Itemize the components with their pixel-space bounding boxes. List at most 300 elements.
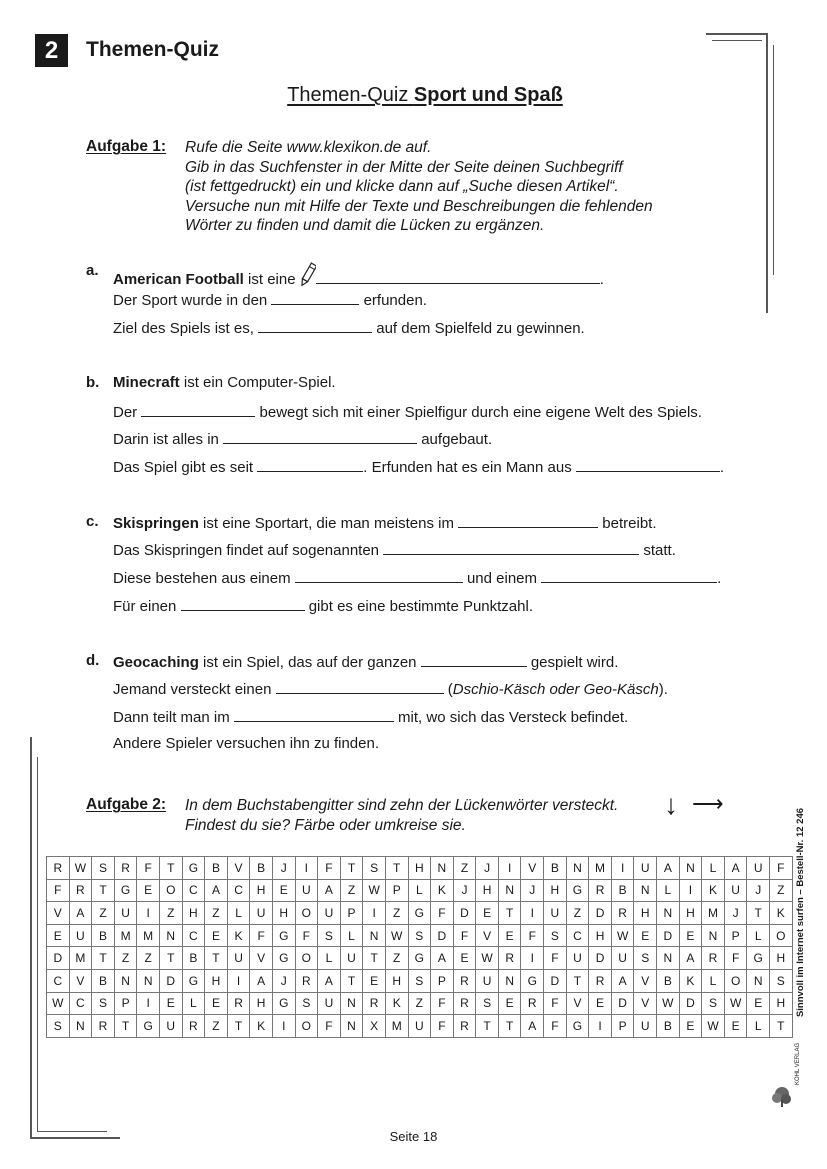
grid-cell[interactable]: L bbox=[702, 969, 725, 992]
grid-cell[interactable]: S bbox=[408, 924, 431, 947]
grid-cell[interactable]: I bbox=[589, 1015, 612, 1038]
grid-cell[interactable]: E bbox=[589, 992, 612, 1015]
grid-cell[interactable]: G bbox=[137, 1015, 160, 1038]
grid-cell[interactable]: A bbox=[250, 969, 273, 992]
grid-cell[interactable]: L bbox=[747, 924, 770, 947]
grid-cell[interactable]: K bbox=[227, 924, 250, 947]
grid-cell[interactable]: S bbox=[544, 924, 567, 947]
grid-cell[interactable]: U bbox=[634, 1015, 657, 1038]
grid-cell[interactable]: D bbox=[657, 924, 680, 947]
grid-cell[interactable]: U bbox=[476, 969, 499, 992]
grid-cell[interactable]: N bbox=[657, 947, 680, 970]
grid-cell[interactable]: U bbox=[295, 879, 318, 902]
grid-cell[interactable]: U bbox=[634, 857, 657, 880]
grid-cell[interactable]: I bbox=[521, 902, 544, 925]
grid-cell[interactable]: V bbox=[521, 857, 544, 880]
grid-cell[interactable]: I bbox=[679, 879, 702, 902]
term-american-football: American Football bbox=[113, 271, 244, 288]
grid-cell[interactable]: N bbox=[634, 879, 657, 902]
grid-cell[interactable]: P bbox=[114, 992, 137, 1015]
grid-cell[interactable]: Z bbox=[453, 857, 476, 880]
grid-cell[interactable]: M bbox=[114, 924, 137, 947]
grid-cell[interactable]: G bbox=[566, 1015, 589, 1038]
grid-cell[interactable]: N bbox=[363, 924, 386, 947]
grid-cell[interactable]: A bbox=[724, 857, 747, 880]
grid-cell[interactable]: R bbox=[69, 879, 92, 902]
answer-blank[interactable] bbox=[295, 568, 463, 583]
grid-cell[interactable]: F bbox=[521, 924, 544, 947]
answer-blank[interactable] bbox=[383, 540, 639, 555]
grid-cell[interactable]: E bbox=[47, 924, 70, 947]
grid-cell[interactable]: M bbox=[589, 857, 612, 880]
grid-cell[interactable]: Z bbox=[205, 1015, 228, 1038]
grid-cell[interactable]: F bbox=[47, 879, 70, 902]
section-c-line-1 bbox=[113, 513, 657, 532]
text: Das Spiel gibt es seit bbox=[113, 459, 258, 476]
grid-cell[interactable]: B bbox=[92, 969, 115, 992]
grid-cell[interactable]: F bbox=[431, 1015, 454, 1038]
publisher-name: KOHL VERLAG bbox=[795, 1042, 801, 1085]
grid-cell[interactable]: V bbox=[634, 969, 657, 992]
grid-cell[interactable]: W bbox=[363, 879, 386, 902]
grid-cell[interactable]: C bbox=[69, 992, 92, 1015]
grid-cell[interactable]: O bbox=[295, 1015, 318, 1038]
grid-cell[interactable]: A bbox=[657, 857, 680, 880]
grid-cell[interactable]: P bbox=[724, 924, 747, 947]
section-b-line-3 bbox=[113, 429, 492, 448]
grid-row bbox=[47, 1015, 793, 1038]
term-minecraft: Minecraft bbox=[113, 374, 180, 391]
section-c-line-3 bbox=[113, 568, 721, 587]
grid-cell[interactable]: R bbox=[589, 879, 612, 902]
grid-cell[interactable]: A bbox=[205, 879, 228, 902]
grid-cell[interactable]: M bbox=[137, 924, 160, 947]
section-c-line-2 bbox=[113, 540, 676, 559]
section-d-line-2 bbox=[113, 679, 668, 698]
text: erfunden. bbox=[359, 292, 427, 309]
grid-cell[interactable]: S bbox=[92, 857, 115, 880]
grid-cell[interactable]: J bbox=[476, 857, 499, 880]
grid-cell[interactable]: E bbox=[205, 992, 228, 1015]
grid-cell[interactable]: T bbox=[385, 857, 408, 880]
grid-cell[interactable]: L bbox=[408, 879, 431, 902]
grid-cell[interactable]: E bbox=[137, 879, 160, 902]
answer-blank[interactable] bbox=[234, 707, 394, 722]
grid-cell[interactable]: R bbox=[453, 1015, 476, 1038]
grid-cell[interactable]: W bbox=[385, 924, 408, 947]
grid-cell[interactable]: B bbox=[205, 857, 228, 880]
grid-cell[interactable]: T bbox=[227, 1015, 250, 1038]
grid-cell[interactable]: I bbox=[611, 857, 634, 880]
grid-cell[interactable]: U bbox=[566, 947, 589, 970]
grid-cell[interactable]: V bbox=[250, 947, 273, 970]
grid-cell[interactable]: S bbox=[318, 924, 341, 947]
grid-cell[interactable]: F bbox=[431, 992, 454, 1015]
grid-cell[interactable]: I bbox=[521, 947, 544, 970]
grid-cell[interactable]: T bbox=[92, 879, 115, 902]
answer-blank[interactable] bbox=[223, 429, 417, 444]
grid-cell[interactable]: U bbox=[544, 902, 567, 925]
grid-cell[interactable]: A bbox=[611, 969, 634, 992]
grid-cell[interactable]: N bbox=[498, 879, 521, 902]
grid-cell[interactable]: D bbox=[431, 924, 454, 947]
grid-cell[interactable]: F bbox=[724, 947, 747, 970]
grid-cell[interactable]: J bbox=[272, 857, 295, 880]
grid-cell[interactable]: I bbox=[137, 992, 160, 1015]
grid-cell[interactable]: L bbox=[340, 924, 363, 947]
grid-cell[interactable]: I bbox=[272, 1015, 295, 1038]
grid-cell[interactable]: W bbox=[476, 947, 499, 970]
grid-cell[interactable]: S bbox=[92, 992, 115, 1015]
grid-cell[interactable]: E bbox=[363, 969, 386, 992]
grid-cell[interactable]: Z bbox=[408, 992, 431, 1015]
grid-cell[interactable]: W bbox=[69, 857, 92, 880]
grid-cell[interactable]: K bbox=[679, 969, 702, 992]
grid-cell[interactable]: J bbox=[453, 879, 476, 902]
grid-cell[interactable]: G bbox=[408, 902, 431, 925]
grid-cell[interactable]: N bbox=[566, 857, 589, 880]
grid-cell[interactable]: F bbox=[318, 1015, 341, 1038]
grid-cell[interactable]: F bbox=[431, 902, 454, 925]
grid-cell[interactable]: I bbox=[295, 857, 318, 880]
answer-blank[interactable] bbox=[141, 402, 255, 417]
text: Das Skispringen findet auf sogenannten bbox=[113, 542, 384, 559]
grid-cell[interactable]: C bbox=[566, 924, 589, 947]
grid-cell[interactable]: F bbox=[318, 857, 341, 880]
grid-cell[interactable]: G bbox=[272, 947, 295, 970]
grid-cell[interactable]: U bbox=[227, 947, 250, 970]
grid-cell[interactable]: A bbox=[318, 879, 341, 902]
grid-cell[interactable]: G bbox=[272, 924, 295, 947]
grid-cell[interactable]: C bbox=[182, 879, 205, 902]
grid-cell[interactable]: N bbox=[679, 857, 702, 880]
grid-cell[interactable]: J bbox=[724, 902, 747, 925]
grid-cell[interactable]: G bbox=[408, 947, 431, 970]
answer-blank[interactable] bbox=[181, 596, 305, 611]
grid-cell[interactable]: B bbox=[250, 857, 273, 880]
grid-cell[interactable]: C bbox=[47, 969, 70, 992]
grid-cell[interactable]: H bbox=[589, 924, 612, 947]
grid-cell[interactable]: E bbox=[679, 924, 702, 947]
grid-cell[interactable]: Z bbox=[566, 902, 589, 925]
grid-cell[interactable]: T bbox=[566, 969, 589, 992]
grid-cell[interactable]: I bbox=[498, 857, 521, 880]
grid-cell[interactable]: H bbox=[544, 879, 567, 902]
term-geocaching: Geocaching bbox=[113, 654, 199, 671]
grid-cell[interactable]: Z bbox=[137, 947, 160, 970]
grid-cell[interactable]: H bbox=[250, 992, 273, 1015]
answer-blank[interactable] bbox=[541, 568, 717, 583]
grid-cell[interactable]: T bbox=[363, 947, 386, 970]
grid-cell[interactable]: N bbox=[431, 857, 454, 880]
answer-blank[interactable] bbox=[271, 290, 359, 305]
grid-cell[interactable]: U bbox=[159, 1015, 182, 1038]
grid-cell[interactable]: N bbox=[159, 924, 182, 947]
grid-cell[interactable]: O bbox=[770, 924, 793, 947]
grid-cell[interactable]: Z bbox=[385, 902, 408, 925]
grid-cell[interactable]: J bbox=[272, 969, 295, 992]
grid-cell[interactable]: E bbox=[634, 924, 657, 947]
grid-cell[interactable]: T bbox=[92, 947, 115, 970]
grid-cell[interactable]: F bbox=[295, 924, 318, 947]
grid-cell[interactable]: W bbox=[47, 992, 70, 1015]
grid-cell[interactable]: T bbox=[159, 947, 182, 970]
grid-cell[interactable]: E bbox=[453, 947, 476, 970]
grid-cell[interactable]: E bbox=[679, 1015, 702, 1038]
grid-cell[interactable]: H bbox=[679, 902, 702, 925]
grid-cell[interactable]: T bbox=[747, 902, 770, 925]
grid-cell[interactable]: N bbox=[340, 992, 363, 1015]
text: Darin ist alles in bbox=[113, 431, 224, 448]
grid-cell[interactable]: R bbox=[498, 947, 521, 970]
answer-blank[interactable] bbox=[276, 679, 444, 694]
grid-cell[interactable]: B bbox=[92, 924, 115, 947]
grid-cell[interactable]: N bbox=[114, 969, 137, 992]
grid-cell[interactable]: D bbox=[47, 947, 70, 970]
grid-cell[interactable]: T bbox=[114, 1015, 137, 1038]
grid-cell[interactable]: P bbox=[385, 879, 408, 902]
grid-cell[interactable]: H bbox=[385, 969, 408, 992]
grid-cell[interactable]: L bbox=[227, 902, 250, 925]
grid-cell[interactable]: C bbox=[227, 879, 250, 902]
grid-cell[interactable]: D bbox=[453, 902, 476, 925]
grid-cell[interactable]: U bbox=[408, 1015, 431, 1038]
grid-cell[interactable]: U bbox=[114, 902, 137, 925]
grid-cell[interactable]: L bbox=[182, 992, 205, 1015]
grid-cell[interactable]: V bbox=[47, 902, 70, 925]
grid-cell[interactable]: V bbox=[227, 857, 250, 880]
grid-cell[interactable]: W bbox=[724, 992, 747, 1015]
text: mit, wo sich das Versteck befindet. bbox=[393, 709, 629, 726]
grid-cell[interactable]: N bbox=[747, 969, 770, 992]
grid-cell[interactable]: V bbox=[566, 992, 589, 1015]
grid-cell[interactable]: W bbox=[611, 924, 634, 947]
grid-cell[interactable]: R bbox=[92, 1015, 115, 1038]
grid-cell[interactable]: N bbox=[702, 924, 725, 947]
grid-cell[interactable]: G bbox=[114, 879, 137, 902]
grid-cell[interactable]: D bbox=[589, 947, 612, 970]
grid-cell[interactable]: R bbox=[521, 992, 544, 1015]
grid-cell[interactable]: S bbox=[363, 857, 386, 880]
grid-cell[interactable]: P bbox=[431, 969, 454, 992]
grid-cell[interactable]: R bbox=[453, 969, 476, 992]
grid-cell[interactable]: H bbox=[770, 992, 793, 1015]
grid-cell[interactable]: F bbox=[544, 947, 567, 970]
grid-cell[interactable]: B bbox=[182, 947, 205, 970]
grid-cell[interactable]: J bbox=[747, 879, 770, 902]
grid-cell[interactable]: A bbox=[69, 902, 92, 925]
grid-cell[interactable]: U bbox=[724, 879, 747, 902]
grid-cell[interactable]: T bbox=[340, 969, 363, 992]
grid-cell[interactable]: S bbox=[295, 992, 318, 1015]
text: betreibt. bbox=[598, 515, 657, 532]
grid-cell[interactable]: B bbox=[611, 879, 634, 902]
grid-cell[interactable]: G bbox=[566, 879, 589, 902]
grid-cell[interactable]: Z bbox=[770, 879, 793, 902]
grid-cell[interactable]: R bbox=[227, 992, 250, 1015]
grid-cell[interactable]: P bbox=[340, 902, 363, 925]
section-a-line-2 bbox=[113, 290, 427, 309]
grid-cell[interactable]: B bbox=[657, 969, 680, 992]
grid-cell[interactable]: V bbox=[634, 992, 657, 1015]
answer-blank[interactable] bbox=[576, 457, 720, 472]
grid-cell[interactable]: H bbox=[205, 969, 228, 992]
grid-cell[interactable]: H bbox=[634, 902, 657, 925]
grid-cell[interactable]: T bbox=[476, 1015, 499, 1038]
grid-cell[interactable]: M bbox=[702, 902, 725, 925]
grid-cell[interactable]: Z bbox=[205, 902, 228, 925]
grid-cell[interactable]: R bbox=[589, 969, 612, 992]
grid-cell[interactable]: O bbox=[295, 947, 318, 970]
grid-cell[interactable]: H bbox=[408, 857, 431, 880]
grid-cell[interactable]: B bbox=[544, 857, 567, 880]
grid-cell[interactable]: I bbox=[363, 902, 386, 925]
grid-cell[interactable]: M bbox=[69, 947, 92, 970]
grid-cell[interactable]: V bbox=[476, 924, 499, 947]
grid-cell[interactable]: H bbox=[476, 879, 499, 902]
grid-cell[interactable]: D bbox=[589, 902, 612, 925]
grid-cell[interactable]: O bbox=[159, 879, 182, 902]
grid-cell[interactable]: E bbox=[498, 924, 521, 947]
answer-blank[interactable] bbox=[421, 652, 527, 667]
grid-cell[interactable]: E bbox=[205, 924, 228, 947]
grid-cell[interactable]: U bbox=[318, 902, 341, 925]
grid-cell[interactable]: E bbox=[747, 992, 770, 1015]
grid-cell[interactable]: U bbox=[250, 902, 273, 925]
grid-cell[interactable]: G bbox=[272, 992, 295, 1015]
grid-cell[interactable]: H bbox=[770, 947, 793, 970]
grid-cell[interactable]: V bbox=[69, 969, 92, 992]
grid-cell[interactable]: L bbox=[318, 947, 341, 970]
answer-blank[interactable] bbox=[258, 318, 372, 333]
grid-cell[interactable]: D bbox=[679, 992, 702, 1015]
text: . bbox=[599, 271, 604, 288]
grid-cell[interactable]: E bbox=[159, 992, 182, 1015]
grid-cell[interactable]: A bbox=[521, 1015, 544, 1038]
grid-cell[interactable]: G bbox=[747, 947, 770, 970]
grid-cell[interactable]: P bbox=[611, 1015, 634, 1038]
grid-cell[interactable]: B bbox=[657, 1015, 680, 1038]
grid-cell[interactable]: T bbox=[498, 902, 521, 925]
grid-cell[interactable]: N bbox=[340, 1015, 363, 1038]
grid-cell[interactable]: R bbox=[702, 947, 725, 970]
grid-cell[interactable]: X bbox=[363, 1015, 386, 1038]
grid-cell[interactable]: G bbox=[521, 969, 544, 992]
grid-cell[interactable]: S bbox=[47, 1015, 70, 1038]
grid-cell[interactable]: S bbox=[770, 969, 793, 992]
grid-cell[interactable]: Z bbox=[385, 947, 408, 970]
grid-cell[interactable]: D bbox=[544, 969, 567, 992]
grid-cell[interactable]: H bbox=[250, 879, 273, 902]
text: ). bbox=[658, 681, 668, 698]
grid-cell[interactable]: R bbox=[453, 992, 476, 1015]
grid-cell[interactable]: A bbox=[679, 947, 702, 970]
grid-cell[interactable]: A bbox=[318, 969, 341, 992]
answer-blank[interactable] bbox=[257, 457, 363, 472]
grid-cell[interactable]: L bbox=[702, 857, 725, 880]
grid-cell[interactable]: K bbox=[385, 992, 408, 1015]
grid-cell[interactable]: K bbox=[702, 879, 725, 902]
grid-cell[interactable]: D bbox=[611, 992, 634, 1015]
grid-cell[interactable]: K bbox=[431, 879, 454, 902]
grid-cell[interactable]: L bbox=[657, 879, 680, 902]
grid-cell[interactable]: K bbox=[770, 902, 793, 925]
grid-cell[interactable]: G bbox=[182, 969, 205, 992]
grid-cell[interactable]: E bbox=[724, 1015, 747, 1038]
grid-cell[interactable]: H bbox=[272, 902, 295, 925]
grid-cell[interactable]: F bbox=[250, 924, 273, 947]
grid-cell[interactable]: T bbox=[498, 1015, 521, 1038]
grid-cell[interactable]: E bbox=[476, 902, 499, 925]
grid-cell[interactable]: Z bbox=[159, 902, 182, 925]
grid-cell[interactable]: R bbox=[182, 1015, 205, 1038]
grid-cell[interactable]: R bbox=[363, 992, 386, 1015]
grid-cell[interactable]: Z bbox=[114, 947, 137, 970]
grid-cell[interactable]: O bbox=[724, 969, 747, 992]
grid-cell[interactable]: T bbox=[159, 857, 182, 880]
grid-cell[interactable]: R bbox=[47, 857, 70, 880]
grid-cell[interactable]: R bbox=[114, 857, 137, 880]
grid-cell[interactable]: F bbox=[544, 992, 567, 1015]
grid-cell[interactable]: U bbox=[340, 947, 363, 970]
grid-cell[interactable]: S bbox=[408, 969, 431, 992]
grid-cell[interactable]: T bbox=[340, 857, 363, 880]
grid-cell[interactable]: R bbox=[611, 902, 634, 925]
grid-cell[interactable]: F bbox=[453, 924, 476, 947]
grid-cell[interactable]: N bbox=[657, 902, 680, 925]
grid-cell[interactable]: F bbox=[770, 857, 793, 880]
grid-cell[interactable]: N bbox=[137, 969, 160, 992]
grid-cell[interactable]: U bbox=[747, 857, 770, 880]
grid-cell[interactable]: U bbox=[69, 924, 92, 947]
grid-cell[interactable]: W bbox=[702, 1015, 725, 1038]
grid-cell[interactable]: G bbox=[182, 857, 205, 880]
grid-cell[interactable]: U bbox=[318, 992, 341, 1015]
grid-cell[interactable]: K bbox=[250, 1015, 273, 1038]
grid-cell[interactable]: Z bbox=[92, 902, 115, 925]
grid-cell[interactable]: I bbox=[137, 902, 160, 925]
answer-blank[interactable] bbox=[458, 513, 598, 528]
order-info: Sinnvoll im Internet surfen – Bestell-Nr. 12 246 bbox=[795, 807, 806, 1018]
grid-cell[interactable]: F bbox=[137, 857, 160, 880]
grid-cell[interactable]: F bbox=[544, 1015, 567, 1038]
grid-cell[interactable]: C bbox=[182, 924, 205, 947]
grid-cell[interactable]: J bbox=[521, 879, 544, 902]
grid-cell[interactable]: S bbox=[476, 992, 499, 1015]
grid-cell[interactable]: S bbox=[702, 992, 725, 1015]
grid-cell[interactable]: A bbox=[431, 947, 454, 970]
grid-cell[interactable]: H bbox=[182, 902, 205, 925]
grid-cell[interactable]: N bbox=[69, 1015, 92, 1038]
grid-cell[interactable]: S bbox=[634, 947, 657, 970]
grid-cell[interactable]: T bbox=[770, 1015, 793, 1038]
grid-cell[interactable]: I bbox=[227, 969, 250, 992]
grid-cell[interactable]: T bbox=[205, 947, 228, 970]
grid-cell[interactable]: E bbox=[498, 992, 521, 1015]
grid-cell[interactable]: N bbox=[498, 969, 521, 992]
answer-blank[interactable] bbox=[316, 269, 600, 284]
grid-cell[interactable]: L bbox=[747, 1015, 770, 1038]
grid-cell[interactable]: W bbox=[657, 992, 680, 1015]
grid-cell[interactable]: O bbox=[295, 902, 318, 925]
grid-cell[interactable]: Z bbox=[340, 879, 363, 902]
grid-cell[interactable]: R bbox=[295, 969, 318, 992]
section-a-line-3 bbox=[113, 318, 585, 337]
grid-cell[interactable]: D bbox=[159, 969, 182, 992]
grid-cell[interactable]: U bbox=[611, 947, 634, 970]
grid-cell[interactable]: M bbox=[385, 1015, 408, 1038]
grid-cell[interactable]: E bbox=[272, 879, 295, 902]
